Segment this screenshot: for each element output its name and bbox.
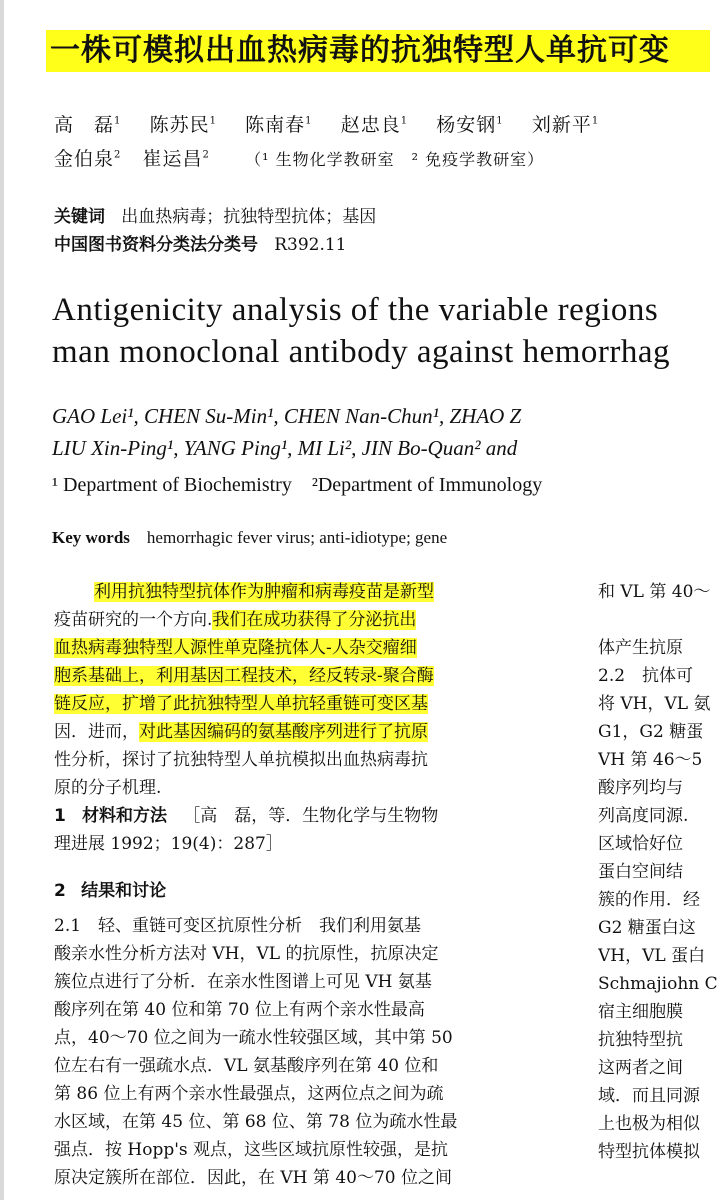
author-zh: 高 磊$^1$ xyxy=(54,114,122,136)
right-column-line: 宿主细胞膜 xyxy=(598,1002,683,1022)
departments-en: ¹ Department of Biochemistry ²Department of Immunology xyxy=(52,474,543,496)
intro-paragraph xyxy=(54,578,434,802)
paragraph-line: 位左右有一强疏水点．VL 氨基酸序列在第 40 位和 xyxy=(54,1056,439,1076)
keywords-en-label: Key words xyxy=(52,528,130,547)
title-en-line1: Antigenicity analysis of the variable regions xyxy=(52,292,659,328)
section1 xyxy=(54,802,438,858)
intro-line-highlight: 扩增了此抗独特型人单抗轻重链可变区基 xyxy=(122,694,428,714)
affiliations-zh: （¹ 生物化学教研室 ² 免疫学教研室） xyxy=(245,150,545,169)
intro-line-highlight: 我们在成功获得了分泌抗出 xyxy=(212,610,417,630)
author-zh: 刘新平$^1$ xyxy=(531,114,600,136)
authors-zh-line2 xyxy=(54,144,544,171)
section1-ref-line2: 理进展 1992；19(4)：287］ xyxy=(54,834,283,854)
section2-heading xyxy=(54,876,166,901)
intro-line: 血热病毒独特型人源性单克隆抗体人-人杂交瘤细 xyxy=(54,638,417,658)
intro-line: 疫苗研究的一个方向. xyxy=(54,610,213,630)
right-column-line: 域．而且同源 xyxy=(598,1086,700,1106)
classification-zh-text: R392.11 xyxy=(274,235,347,255)
right-column xyxy=(598,578,722,1166)
right-column-line: 特型抗体模拟 xyxy=(598,1142,700,1162)
paragraph-line: 第 86 位上有两个亲水性最强点，这两位点之间为疏 xyxy=(54,1084,444,1104)
section1-title: 材料和方法 xyxy=(82,806,168,826)
right-column-line: 这两者之间 xyxy=(598,1058,683,1078)
right-column-line: 酸序列均与 xyxy=(598,778,683,798)
right-column-line: 簇的作用．经 xyxy=(598,890,700,910)
right-column-line: G2 糖蛋白这 xyxy=(598,918,696,938)
right-column-line: 将 VH，VL 氨 xyxy=(598,694,711,714)
page-edge-rule xyxy=(0,0,4,1200)
authors-en-line1: GAO Lei¹, CHEN Su-Min¹, CHEN Nan-Chun¹, ZHAO Z xyxy=(52,404,522,428)
keywords-en xyxy=(52,528,447,548)
right-column-line: 和 VL 第 40～ xyxy=(598,582,711,602)
right-column-line: 蛋白空间结 xyxy=(598,862,683,882)
right-column-line: 2.2 抗体可 xyxy=(598,666,694,686)
classification-zh xyxy=(54,230,347,255)
author-zh: 金伯泉$^2$ xyxy=(54,148,122,170)
paragraph-line: 强点．按 Hopp's 观点，这些区域抗原性较强，是抗 xyxy=(54,1140,449,1160)
paragraph-line: 水区域，在第 45 位、第 68 位、第 78 位为疏水性最 xyxy=(54,1112,458,1132)
authors-en-line2: LIU Xin-Ping¹, YANG Ping¹, MI Li², JIN Bo-Quan² and xyxy=(52,436,518,460)
right-column-line: Schmajiohn C xyxy=(598,974,718,994)
section1-ref: ［高 磊，等．生物化学与生物物 xyxy=(183,806,439,826)
right-column-line: 区域恰好位 xyxy=(598,834,683,854)
section2-number: 2 xyxy=(54,881,66,901)
right-column-line: VH 第 46～5 xyxy=(598,750,703,770)
intro-line: 原的分子机理. xyxy=(54,778,162,798)
paragraph-line: 酸序列在第 40 位和第 70 位上有两个亲水性最高 xyxy=(54,1000,425,1020)
right-column-line: 体产生抗原 xyxy=(598,638,683,658)
section2-title: 结果和讨论 xyxy=(81,881,167,901)
author-zh: 陈苏民$^1$ xyxy=(149,114,217,136)
right-column-line: 列高度同源. xyxy=(598,806,689,826)
paragraph-line: 点，40～70 位之间为一疏水性较强区域，其中第 50 xyxy=(54,1028,453,1048)
intro-line-highlight: 对此基因编码的氨基酸序列进行了抗原 xyxy=(139,722,428,742)
keywords-en-text: hemorrhagic fever virus; anti-idiotype; gene xyxy=(146,528,448,547)
author-zh: 崔运昌$^2$ xyxy=(142,148,210,170)
right-column-line xyxy=(598,606,722,634)
intro-line: 因．进而， xyxy=(54,722,139,742)
section1-number: 1 xyxy=(54,806,66,826)
right-column-line: 上也极为相似 xyxy=(598,1114,700,1134)
intro-line: 性分析，探讨了抗独特型人单抗模拟出血热病毒抗 xyxy=(54,750,428,770)
intro-line: 胞系基础上， xyxy=(54,666,156,686)
title-zh: 一株可模拟出血热病毒的抗独特型人单抗可变 xyxy=(46,30,710,72)
right-column-line: VH，VL 蛋白 xyxy=(598,946,706,966)
paragraph-line: 2.1 轻、重链可变区抗原性分析 我们利用氨基 xyxy=(54,916,422,936)
intro-line-highlight: 利用基因工程技术，经反转录-聚合酶 xyxy=(156,666,434,686)
intro-line: 链反应， xyxy=(54,694,122,714)
paragraph-line: 簇位点进行了分析．在亲水性图谱上可见 VH 氨基 xyxy=(54,972,432,992)
classification-zh-label: 中国图书资料分类法分类号 xyxy=(54,235,258,255)
right-column-line: 抗独特型抗 xyxy=(598,1030,683,1050)
intro-line: 利用抗独特型抗体作为肿瘤和病毒疫苗是新型 xyxy=(94,582,434,602)
right-column-line: G1，G2 糖蛋 xyxy=(598,722,704,742)
authors-zh-line1 xyxy=(54,110,599,137)
author-zh: 杨安钢$^1$ xyxy=(436,114,504,136)
author-zh: 陈南春$^1$ xyxy=(245,114,313,136)
paragraph-line: 酸亲水性分析方法对 VH，VL 的抗原性，抗原决定 xyxy=(54,944,439,964)
author-zh: 赵忠良$^1$ xyxy=(340,114,409,136)
paragraph-2-1 xyxy=(54,912,457,1192)
paragraph-line: 原决定簇所在部位．因此，在 VH 第 40～70 位之间 xyxy=(54,1168,452,1188)
keywords-zh xyxy=(54,202,376,227)
keywords-zh-text: 出血热病毒；抗独特型抗体；基因 xyxy=(121,207,377,227)
title-en-line2: man monoclonal antibody against hemorrhag xyxy=(52,334,671,370)
keywords-zh-label: 关键词 xyxy=(54,207,105,227)
